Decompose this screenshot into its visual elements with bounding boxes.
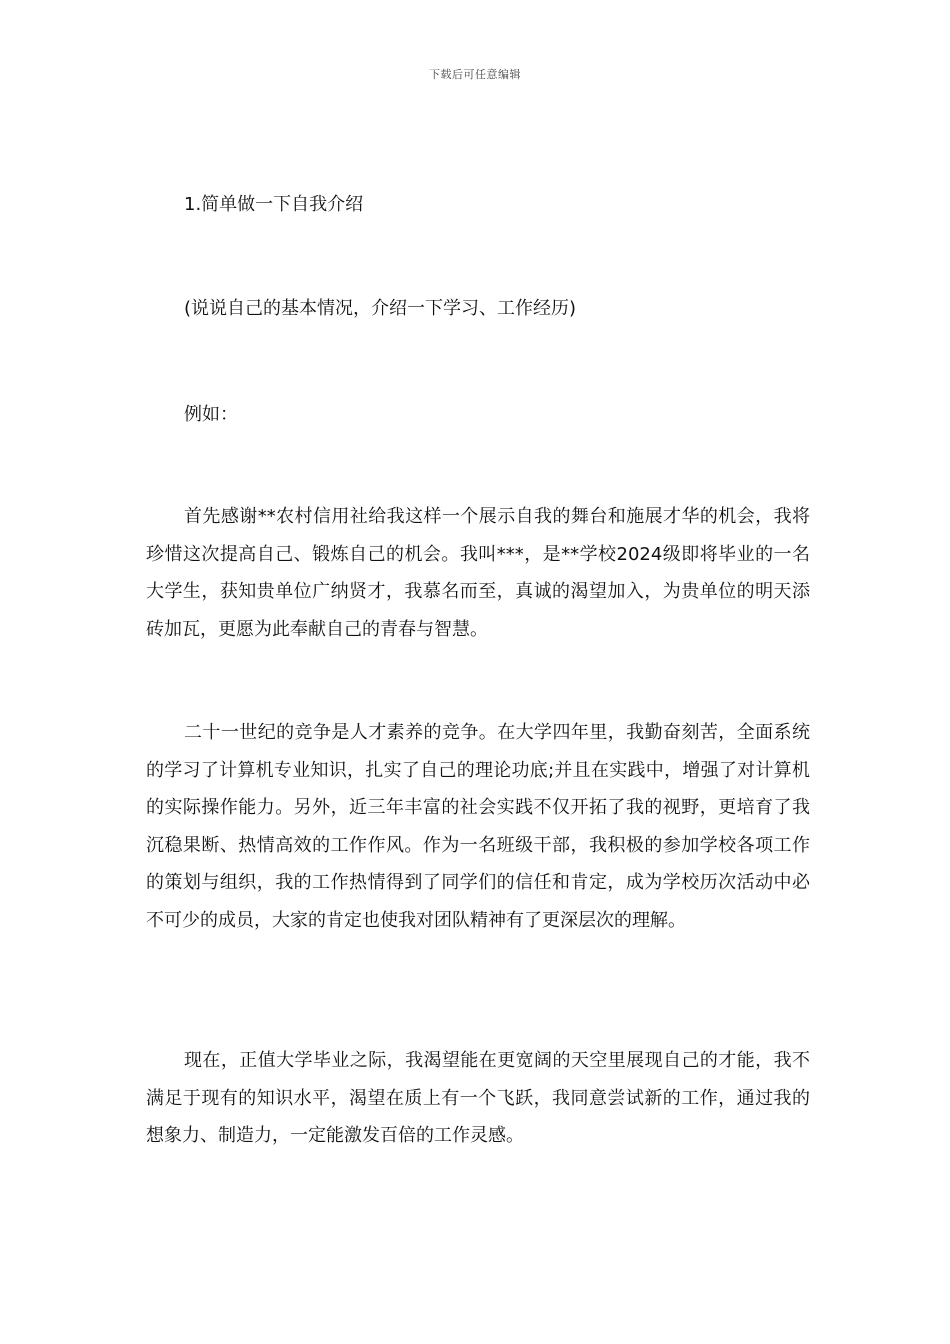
header-note: 下载后可任意编辑 (429, 68, 521, 81)
paragraph-1: 首先感谢**农村信用社给我这样一个展示自我的舞台和施展才华的机会，我将珍惜这次提高自己、锻炼自己的机会。我叫***，是**学校2024级即将毕业的一名大学生，获知贵单位广纳贤才，我慕名而至，真诚的渴望加入，为贵单位的明天添砖加瓦，更愿为此奉献自己的青春与智慧。 (146, 506, 810, 640)
section-hint: (说说自己的基本情况，介绍一下学习、工作经历) (184, 298, 577, 319)
example-label: 例如： (184, 404, 238, 425)
paragraph-2: 二十一世纪的竞争是人才素养的竞争。在大学四年里，我勤奋刻苦，全面系统的学习了计算机专业知识，扎实了自己的理论功底;并且在实践中，增强了对计算机的实际操作能力。另外，近三年丰富的社会实践不仅开拓了我的视野，更培育了我沉稳果断、热情高效的工作作风。作为一名班级干部，我积极的参加学校各项工作的策划与组织，我的工作热情得到了同学们的信任和肯定，成为学校历次活动中必不可少的成员，大家的肯定也使我对团队精神有了更深层次的理解。 (146, 722, 810, 931)
paragraph-3: 现在，正值大学毕业之际，我渴望能在更宽阔的天空里展现自己的才能，我不满足于现有的知识水平，渴望在质上有一个飞跃，我同意尝试新的工作，通过我的想象力、制造力，一定能激发百倍的工作灵感。 (146, 1050, 810, 1147)
section-heading: 1.简单做一下自我介绍 (184, 194, 364, 215)
